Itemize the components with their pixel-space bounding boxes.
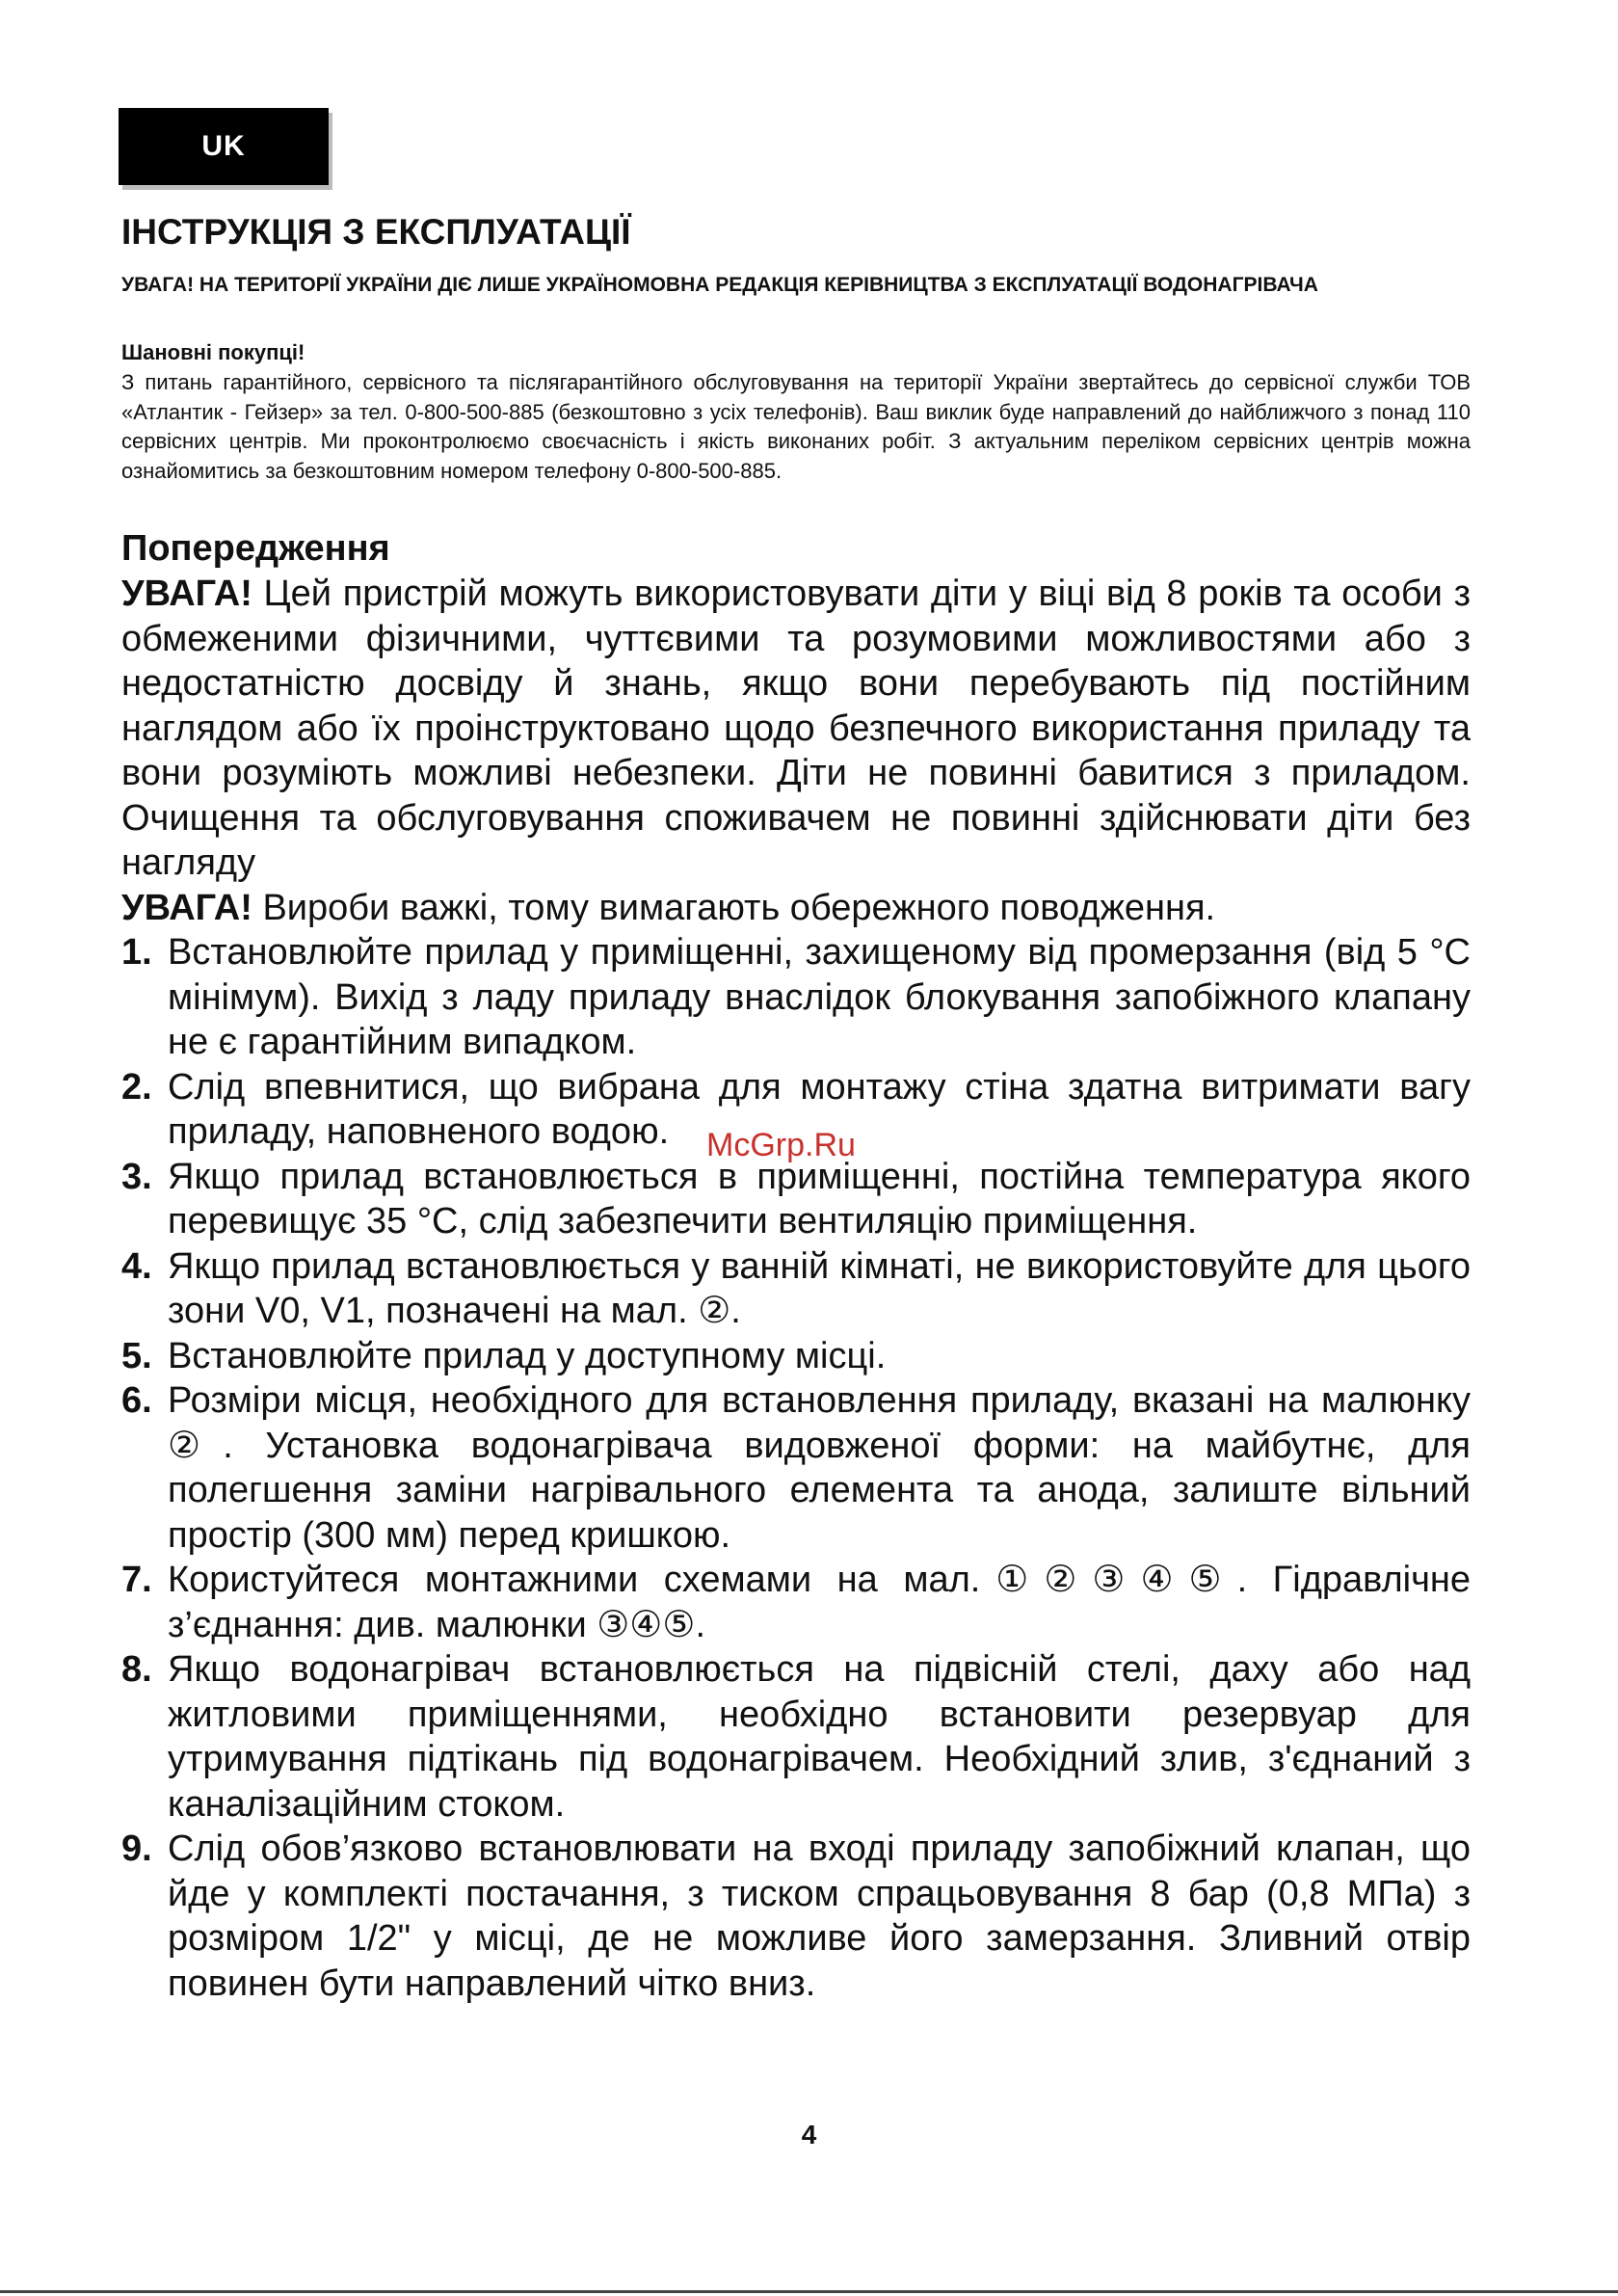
list-item [121, 1155, 1471, 1244]
step-text: Встановлюйте прилад у приміщенні, захищеному від промерзання (від 5 °С мінімум). Вихід з ладу приладу внаслідок блокування запобіжного клапану не є гарантійним випадком. [168, 932, 1471, 1062]
step-number: 1. [121, 932, 152, 973]
installation-steps-list [121, 930, 1471, 2006]
step-number: 8. [121, 1649, 152, 1690]
step-number: 3. [121, 1156, 152, 1197]
step-number: 5. [121, 1335, 152, 1376]
list-item [121, 1244, 1471, 1334]
step-text: Слід обов’язково встановлювати на вході приладу запобіжний клапан, що йде у комплекті постачання, з тиском спрацьовування 8 бар (0,8 МПа) з розміром 1/2" у місці, де не можливе його замерзання. Зливний отвір повинен бути направлений чітко вниз. [168, 1829, 1471, 2004]
step-text: Якщо прилад встановлюється у ванній кімнаті, не використовуйте для цього зони V0, V1, позначені на мал. ②. [168, 1245, 1471, 1331]
list-item [121, 1827, 1471, 2006]
step-number: 6. [121, 1380, 152, 1421]
list-item [121, 1334, 1471, 1379]
list-item [121, 1558, 1471, 1647]
warnings-heading: Попередження [121, 528, 390, 569]
step-text: Якщо водонагрівач встановлюється на підвісній стелі, даху або над житловими приміщеннями, необхідно встановити резервуар для утримування підтікань під водонагрівачем. Необхідний злив, з'єднаний з каналізаційним стоком. [168, 1649, 1471, 1825]
list-item [121, 1378, 1471, 1558]
step-text: Встановлюйте прилад у доступному місці. [168, 1335, 887, 1376]
warning-paragraph-children [121, 572, 1471, 886]
language-notice: УВАГА! НА ТЕРИТОРІЇ УКРАЇНИ ДІЄ ЛИШЕ УКРАЇНОМОВНА РЕДАКЦІЯ КЕРІВНИЦТВА З ЕКСПЛУАТАЦІЇ ВОДОНАГРІВАЧА [121, 274, 1318, 296]
watermark: McGrp.Ru [706, 1127, 856, 1163]
list-item [121, 1647, 1471, 1827]
bottom-divider [0, 2290, 1618, 2293]
list-item [121, 930, 1471, 1065]
step-text: Якщо прилад встановлюється в приміщенні, постійна температура якого перевищує 35 °С, слід забезпечити вентиляцію приміщення. [168, 1156, 1471, 1241]
warning-text: Цей пристрій можуть використовувати діти у віці від 8 років та особи з обмеженими фізичними, чуттєвими та розумовими можливостями або з недостатністю досвіду й знань, якщо вони перебувають під постійним наглядом або їх проінструктовано щодо безпечного використання приладу та вони розуміють можливі небезпеки. Діти не повинні бавитися з приладом. Очищення та обслуговування споживачем не повинні здійснювати діти без нагляду [121, 574, 1471, 883]
step-number: 7. [121, 1560, 152, 1600]
language-badge: UK [119, 108, 329, 185]
warnings-section [121, 572, 1471, 2006]
step-number: 2. [121, 1066, 152, 1108]
step-number: 9. [121, 1829, 152, 1869]
warning-label: УВАГА! [121, 574, 252, 614]
step-number: 4. [121, 1245, 152, 1287]
step-text: Користуйтеся монтажними схемами на мал.①②③④⑤. Гідравлічне з’єднання: див. малюнки ③④⑤. [168, 1560, 1471, 1645]
step-text: Розміри місця, необхідного для встановлення приладу, вказані на малюнку ②. Установка водонагрівача видовженої форми: на майбутнє, для полегшення заміни нагрівального елемента та анода, залиште вільний простір (300 мм) перед кришкою. [168, 1380, 1471, 1556]
warning-label: УВАГА! [121, 887, 252, 928]
service-info-paragraph: З питань гарантійного, сервісного та післягарантійного обслуговування на території України звертайтесь до сервісної служби ТОВ «Атлантик - Гейзер» за тел. 0-800-500-885 (безкоштовно з усіх телефонів). Ваш виклик буде направлений до найближчого з понад 110 сервісних центрів. Ми проконтролюємо своєчасність і якість виконаних робіт. З актуальним переліком сервісних центрів можна ознайомитись за безкоштовним номером телефону 0-800-500-885. [121, 370, 1471, 483]
greeting: Шановні покупці! [121, 340, 305, 364]
warning-paragraph-weight [121, 886, 1471, 931]
warning-text: Вироби важкі, тому вимагають обережного поводження. [252, 887, 1216, 928]
page-title: ІНСТРУКЦІЯ З ЕКСПЛУАТАЦІЇ [121, 212, 631, 252]
page-number: 4 [801, 2120, 817, 2149]
step-text: Слід впевнитися, що вибрана для монтажу стіна здатна витримати вагу приладу, наповненого водою. [168, 1066, 1471, 1152]
